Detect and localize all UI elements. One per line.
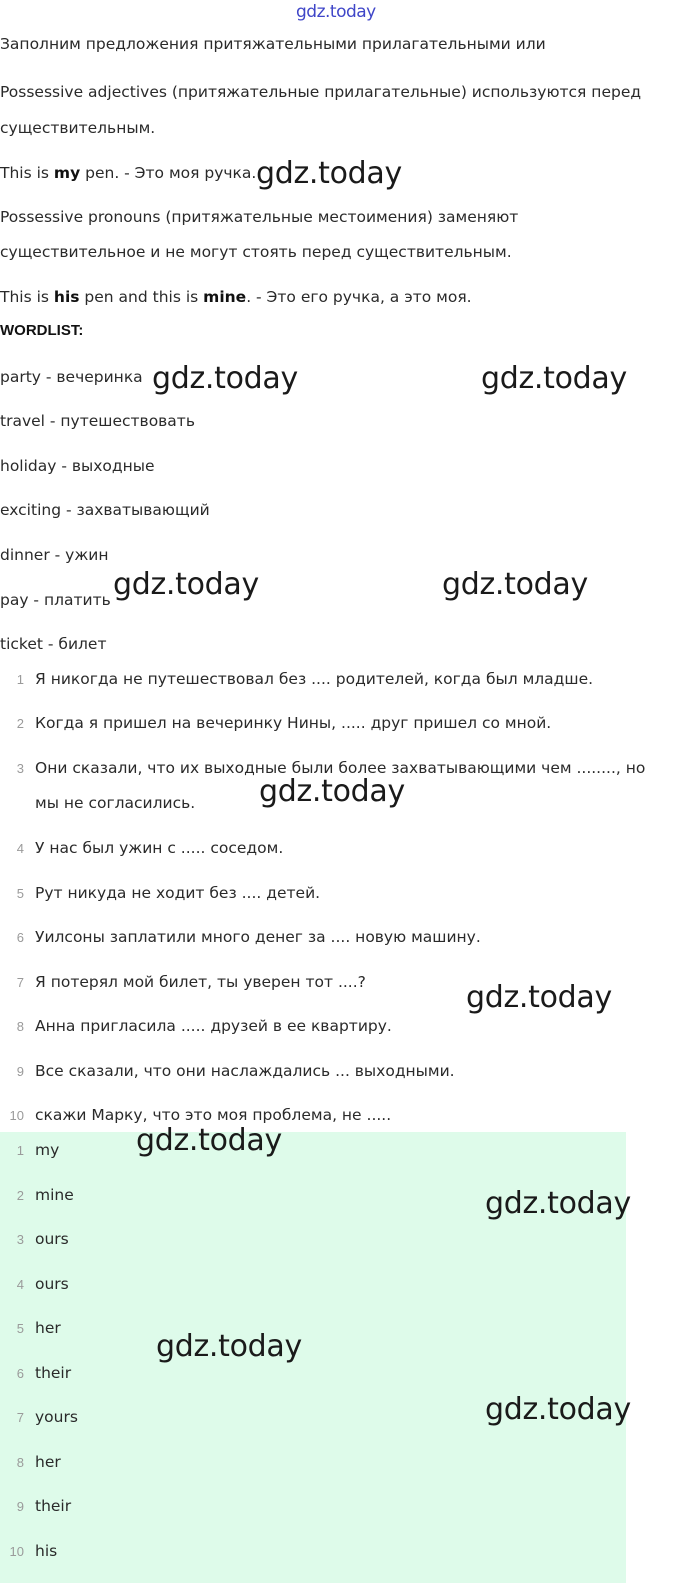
example-pronoun <box>0 287 472 307</box>
adjectives-rule-line1: Possessive adjectives (притяжательные прилагательные) используются перед <box>0 83 642 101</box>
top-watermark: gdz.today <box>296 2 376 22</box>
answer-item <box>0 1229 69 1249</box>
task-number: 2 <box>16 716 24 731</box>
answer-item <box>0 1541 57 1561</box>
answer-item <box>0 1363 71 1383</box>
task-text: Они сказали, что их выходные были более захватывающими чем ........, но <box>35 759 646 777</box>
watermark: gdz.today <box>485 1186 631 1221</box>
answer-number: 3 <box>16 1232 24 1247</box>
example2-middle: pen and this is <box>79 288 204 306</box>
example1-bold-word: my <box>53 164 81 182</box>
answer-text: mine <box>35 1186 74 1204</box>
task-number: 5 <box>16 886 24 901</box>
task-item <box>0 838 283 858</box>
task-text-continuation: мы не согласились. <box>35 794 196 812</box>
answer-number: 8 <box>16 1455 24 1470</box>
task-item <box>0 927 481 947</box>
task-item <box>0 883 320 903</box>
task-number: 8 <box>16 1019 24 1034</box>
answer-text: ours <box>35 1230 69 1248</box>
answer-item <box>0 1140 59 1160</box>
answer-number: 1 <box>16 1143 24 1158</box>
wordlist-item: party - вечеринка <box>0 368 143 386</box>
task-number: 6 <box>16 930 24 945</box>
wordlist-item: dinner - ужин <box>0 546 109 564</box>
watermark: gdz.today <box>136 1123 282 1158</box>
task-text: Когда я пришел на вечеринку Нины, ..... друг пришел со мной. <box>35 714 552 732</box>
task-item <box>0 669 593 689</box>
task-number: 7 <box>16 975 24 990</box>
answer-number: 5 <box>16 1321 24 1336</box>
answer-text: his <box>35 1542 58 1560</box>
watermark: gdz.today <box>466 980 612 1015</box>
answer-text: their <box>35 1497 72 1515</box>
example2-bold-word1: his <box>53 288 80 306</box>
answer-number: 6 <box>16 1366 24 1381</box>
task-text: Анна пригласила ..... друзей в ее квартиру. <box>35 1017 392 1035</box>
task-item <box>0 1016 392 1036</box>
answer-number: 10 <box>9 1544 24 1559</box>
wordlist-item: exciting - захватывающий <box>0 501 210 519</box>
pronouns-rule-line2: существительное и не могут стоять перед существительным. <box>0 243 512 261</box>
task-text: Все сказали, что они наслаждались ... выходными. <box>35 1062 455 1080</box>
answer-number: 2 <box>16 1188 24 1203</box>
answer-number: 4 <box>16 1277 24 1292</box>
example2-suffix: . - Это его ручка, а это моя. <box>246 288 472 306</box>
answer-text: yours <box>35 1408 78 1426</box>
task-item <box>0 713 551 733</box>
answer-text: my <box>35 1141 60 1159</box>
example2-prefix: This is <box>0 288 54 306</box>
adjectives-rule-line2: существительным. <box>0 119 156 137</box>
example1-prefix: This is <box>0 164 54 182</box>
task-text: У нас был ужин с ..... соседом. <box>35 839 284 857</box>
task-number: 4 <box>16 841 24 856</box>
wordlist-heading: WORDLIST: <box>0 322 84 339</box>
watermark: gdz.today <box>113 567 259 602</box>
example1-suffix: pen. - Это моя ручка. <box>80 164 257 182</box>
answer-number: 9 <box>16 1499 24 1514</box>
task-text: скажи Марку, что это моя проблема, не ..... <box>35 1106 392 1124</box>
pronouns-rule-line1: Possessive pronouns (притяжательные местоимения) заменяют <box>0 208 519 226</box>
task-number: 10 <box>9 1108 24 1123</box>
wordlist-item: travel - путешествовать <box>0 412 195 430</box>
watermark: gdz.today <box>442 567 588 602</box>
task-text: Я потерял мой билет, ты уверен тот ....? <box>35 973 366 991</box>
intro-text: Заполним предложения притяжательными прилагательными или <box>0 35 546 53</box>
wordlist-item: pay - платить <box>0 591 111 609</box>
task-number: 3 <box>16 761 24 776</box>
answer-item <box>0 1185 74 1205</box>
watermark: gdz.today <box>259 774 405 809</box>
answer-text: her <box>35 1319 61 1337</box>
task-text: Я никогда не путешествовал без .... родителей, когда был младше. <box>35 670 594 688</box>
task-number: 9 <box>16 1064 24 1079</box>
example-adjective <box>0 163 256 183</box>
task-item <box>0 1105 391 1125</box>
watermark: gdz.today <box>256 156 402 191</box>
answer-number: 7 <box>16 1410 24 1425</box>
watermark: gdz.today <box>152 361 298 396</box>
watermark: gdz.today <box>485 1392 631 1427</box>
watermark: gdz.today <box>481 361 627 396</box>
wordlist-item: ticket - билет <box>0 635 107 653</box>
answer-text: her <box>35 1453 61 1471</box>
answer-item <box>0 1496 71 1516</box>
answer-item <box>0 1274 69 1294</box>
task-item <box>0 1061 455 1081</box>
answer-item <box>0 1407 78 1427</box>
wordlist-item: holiday - выходные <box>0 457 155 475</box>
task-item <box>0 972 366 992</box>
answer-item <box>0 1452 61 1472</box>
watermark: gdz.today <box>156 1329 302 1364</box>
example2-bold-word2: mine <box>203 288 247 306</box>
answer-text: their <box>35 1364 72 1382</box>
task-text: Уилсоны заплатили много денег за .... новую машину. <box>35 928 481 946</box>
task-text: Рут никуда не ходит без .... детей. <box>35 884 321 902</box>
answer-text: ours <box>35 1275 69 1293</box>
answer-item <box>0 1318 61 1338</box>
task-number: 1 <box>16 672 24 687</box>
